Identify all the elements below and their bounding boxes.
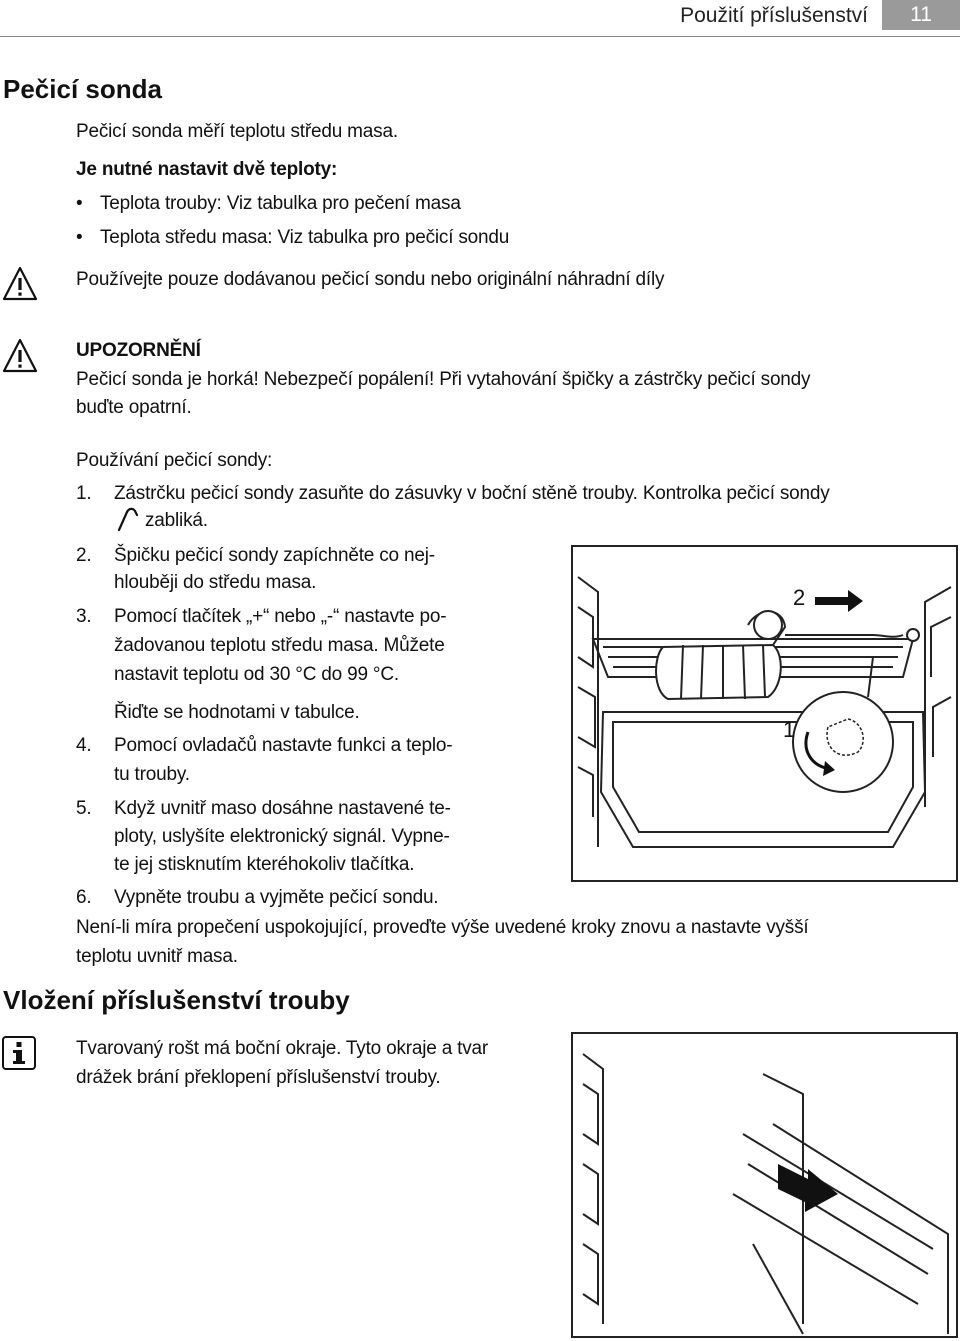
rack-illustration (571, 1032, 958, 1338)
closing-text-line: Není-li míra propečení uspokojující, proveďte výše uvedené kroky znovu a nastavte vyšší (76, 917, 809, 938)
section-title-accessories: Vložení příslušenství trouby (3, 985, 350, 1015)
step-text-line: Když uvnitř maso dosáhne nastavené te- (114, 798, 451, 819)
step-text-line: žadovanou teplotu středu masa. Můžete (114, 635, 445, 656)
step-text-line: Vypněte troubu a vyjměte pečicí sondu. (114, 887, 439, 908)
step-text-line: Pomocí ovladačů nastavte funkci a teplo- (114, 735, 453, 756)
bullet-item: • Teplota středu masa: Viz tabulka pro pečicí sondu (76, 227, 510, 248)
running-header-title: Použití příslušenství (680, 4, 868, 27)
step-number: 6. (76, 887, 92, 908)
step-text-line: Řiďte se hodnotami v tabulce. (114, 702, 360, 723)
probe-intro: Pečicí sonda měří teplotu středu masa. (76, 121, 398, 142)
closing-text-line: teplotu uvnitř masa. (76, 946, 238, 967)
two-temps-heading: Je nutné nastavit dvě teploty: (76, 159, 338, 180)
warning-text-line: Pečicí sonda je horká! Nebezpečí popálení! Při vytahování špičky a zástrčky pečicí sondy (76, 369, 811, 390)
genuine-parts-note: Používejte pouze dodávanou pečicí sondu nebo originální náhradní díly (76, 269, 665, 290)
figure-label-1: 1 (783, 717, 796, 742)
bullet-item: • Teplota trouby: Viz tabulka pro pečení masa (76, 193, 461, 214)
info-text-line: drážek brání překlopení příslušenství trouby. (76, 1067, 441, 1088)
warning-title: UPOZORNĚNÍ (76, 340, 201, 361)
warning-text-line: buďte opatrní. (76, 397, 192, 418)
step-text-line: tu trouby. (114, 764, 190, 785)
step-text-line: Zástrčku pečicí sondy zasuňte do zásuvky v boční stěně trouby. Kontrolka pečicí sondy (114, 483, 830, 504)
step-text-line: zabliká. (145, 510, 208, 531)
info-icon (2, 1036, 36, 1070)
step-text-line: nastavit teplotu od 30 °C do 99 °C. (114, 664, 399, 685)
info-text-line: Tvarovaný rošt má boční okraje. Tyto okraje a tvar (76, 1038, 489, 1059)
header-divider (0, 36, 960, 37)
warning-triangle-icon (2, 338, 38, 374)
step-number: 5. (76, 798, 92, 819)
step-text-line: Špičku pečicí sondy zapíchněte co nej- (114, 545, 435, 566)
probe-illustration (571, 545, 958, 882)
step-number: 2. (76, 545, 92, 566)
figure-label-2: 2 (793, 585, 806, 610)
page-number: 11 (882, 0, 960, 30)
step-text-line: hlouběji do středu masa. (114, 572, 317, 593)
warning-triangle-icon (2, 266, 38, 302)
step-number: 1. (76, 483, 92, 504)
step-text-line: ploty, uslyšíte elektronický signál. Vypne- (114, 826, 450, 847)
step-number: 3. (76, 606, 92, 627)
section-title-probe: Pečicí sonda (3, 74, 162, 104)
step-text-line: Pomocí tlačítek „+“ nebo „-“ nastavte po- (114, 606, 447, 627)
step-number: 4. (76, 735, 92, 756)
usage-heading: Používání pečicí sondy: (76, 450, 273, 471)
meat-probe-icon (114, 506, 140, 532)
step-text-line: te jej stisknutím kteréhokoliv tlačítka. (114, 854, 415, 875)
